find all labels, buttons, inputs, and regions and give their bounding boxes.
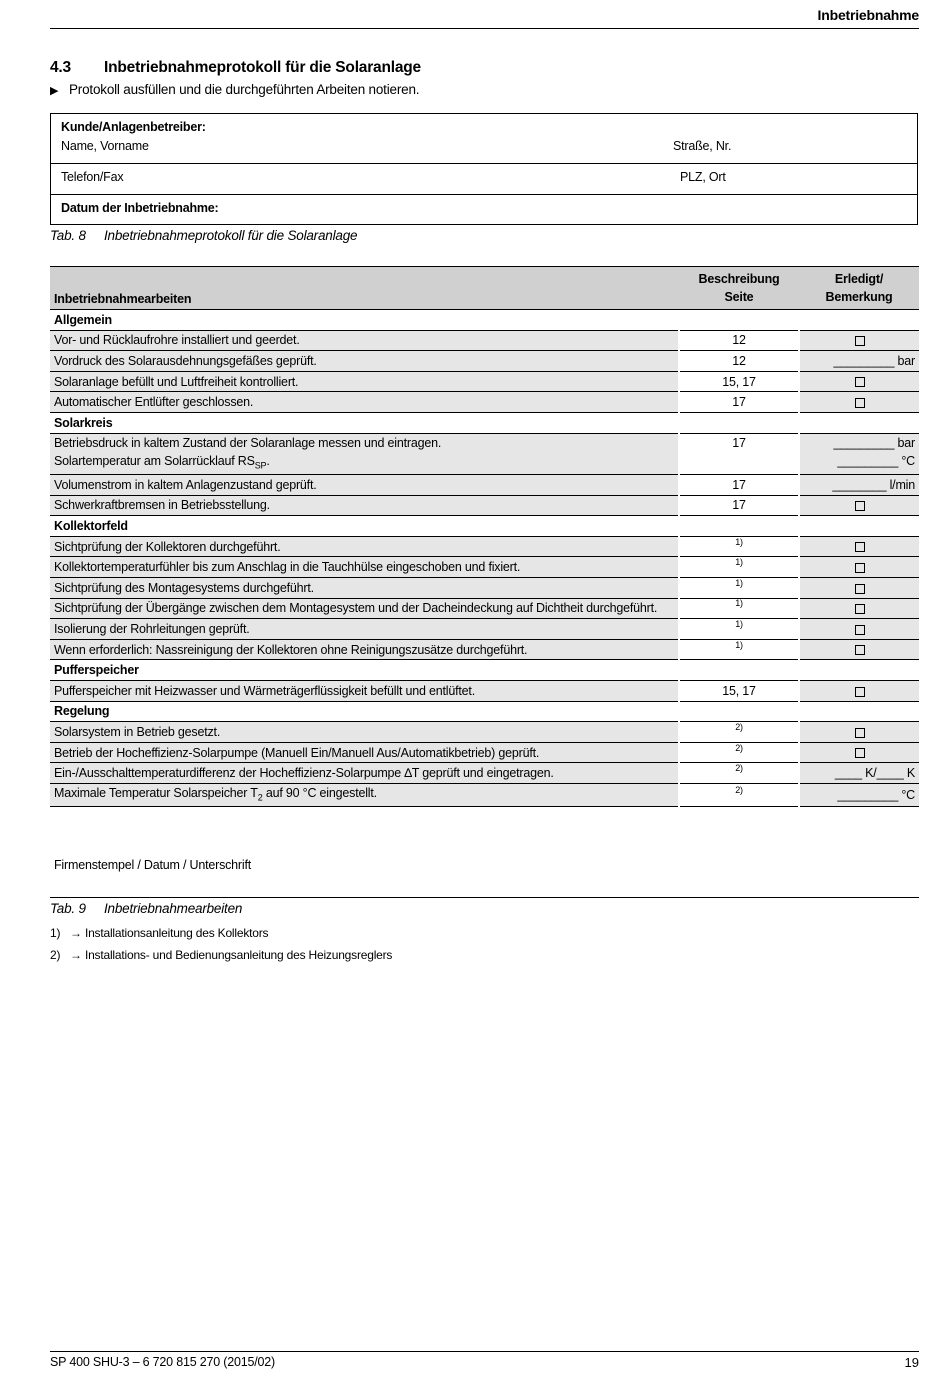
table-row: [50, 475, 919, 496]
checkbox-icon: [855, 645, 865, 655]
page-reference-value: 2): [735, 785, 743, 796]
customer-row-name: [51, 114, 917, 164]
running-header: Inbetriebnahme: [817, 7, 919, 23]
page-reference: [679, 763, 799, 784]
work-text: Sichtprüfung der Übergänge zwischen dem Montagesystem und der Dacheindeckung auf Dichtheit durchgeführt.: [54, 601, 658, 616]
table-row: [50, 681, 919, 702]
table-row: [50, 557, 919, 578]
work-text: Vordruck des Solarausdehnungsgefäßes geprüft.: [54, 353, 317, 368]
work-description: [50, 351, 679, 372]
page-reference-value: 1): [735, 536, 743, 547]
table-row: [50, 742, 919, 763]
work-description: [50, 371, 679, 392]
work-text: Solaranlage befüllt und Luftfreiheit kontrolliert.: [54, 374, 299, 389]
done-checkbox-cell: [799, 578, 919, 599]
checkbox-icon: [855, 501, 865, 511]
page-reference-value: 12: [732, 353, 746, 368]
table-row: [50, 598, 919, 619]
table-row: [50, 639, 919, 660]
subscript: 2: [257, 792, 263, 803]
work-description: [50, 722, 679, 743]
page-reference-value: 2): [735, 763, 743, 774]
page-reference-value: 17: [732, 498, 746, 513]
work-text: Wenn erforderlich: Nassreinigung der Kollektoren ohne Reinigungszusätze durchgeführt.: [54, 642, 528, 657]
work-description: [50, 392, 679, 413]
work-text-end: auf 90 °C eingestellt.: [262, 785, 377, 800]
work-description: [50, 598, 679, 619]
work-description: [50, 639, 679, 660]
page-reference: [679, 433, 799, 475]
page-reference: [679, 681, 799, 702]
category-row: [50, 412, 919, 433]
work-description: [50, 742, 679, 763]
work-text: Betrieb der Hocheffizienz-Solarpumpe (Manuell Ein/Manuell Aus/Automatikbetrieb) geprüft.: [54, 745, 540, 760]
table-row: [50, 330, 919, 351]
table-row: [50, 495, 919, 516]
checkbox-icon: [855, 542, 865, 552]
table-row: [50, 578, 919, 599]
page-reference: [679, 578, 799, 599]
footnote-mark: 2): [50, 948, 61, 962]
work-text: Pufferspeicher mit Heizwasser und Wärmeträgerflüssigkeit befüllt und entlüftet.: [54, 683, 475, 698]
table-row: [50, 371, 919, 392]
footnote: [50, 948, 392, 970]
page-reference: [679, 783, 799, 807]
page-reference-value: 17: [732, 477, 746, 492]
work-text: Schwerkraftbremsen in Betriebsstellung.: [54, 498, 270, 513]
name-label: Name, Vorname: [61, 139, 149, 153]
stamp-rule: [50, 897, 919, 898]
work-text: Solarsystem in Betrieb gesetzt.: [54, 724, 221, 739]
done-checkbox-cell: [799, 742, 919, 763]
header-rule: [50, 28, 919, 29]
remark-blank: _________ bar: [833, 353, 915, 368]
remark-cell: [799, 763, 919, 784]
checkbox-icon: [855, 563, 865, 573]
work-description: [50, 475, 679, 496]
page-reference: [679, 619, 799, 640]
page-reference: [679, 536, 799, 557]
remark-blank: _________ °C: [837, 788, 915, 803]
done-checkbox-cell: [799, 722, 919, 743]
work-text-line2: Solartemperatur am Solarrücklauf RS: [54, 453, 255, 468]
triangle-right-icon: ▶: [50, 85, 59, 97]
customer-row-date: [51, 195, 917, 225]
customer-box: [50, 113, 918, 225]
table-row: [50, 763, 919, 784]
work-text: Automatischer Entlüfter geschlossen.: [54, 395, 254, 410]
caption-number: Tab. 9: [50, 901, 86, 916]
work-text: Vor- und Rücklaufrohre installiert und geerdet.: [54, 333, 300, 348]
section-heading: [50, 59, 421, 77]
page-reference: [679, 639, 799, 660]
page-reference: [679, 475, 799, 496]
table-row: [50, 392, 919, 413]
checkbox-icon: [855, 728, 865, 738]
page-reference-value: 2): [735, 742, 743, 753]
checkbox-icon: [855, 584, 865, 594]
page-reference-value: 15, 17: [722, 683, 756, 698]
work-description: [50, 495, 679, 516]
remark-cell: [799, 783, 919, 807]
caption-text: Inbetriebnahmearbeiten: [104, 901, 243, 916]
footnote-text: Installationsanleitung des Kollektors: [84, 926, 269, 940]
category-label: Kollektorfeld: [50, 516, 919, 537]
page-reference: [679, 557, 799, 578]
remark-cell: [799, 351, 919, 372]
page-reference-value: 2): [735, 721, 743, 732]
footnote-mark: 1): [50, 926, 61, 940]
header-done-line2: Bemerkung: [825, 290, 893, 304]
work-description: [50, 330, 679, 351]
category-row: [50, 701, 919, 722]
work-text: Sichtprüfung des Montagesystems durchgeführt.: [54, 580, 314, 595]
header-done: [799, 267, 919, 310]
checkbox-icon: [855, 625, 865, 635]
work-text: Ein-/Ausschalttemperaturdifferenz der Hocheffizienz-Solarpumpe ∆T geprüft und eingetragen.: [54, 766, 554, 781]
arrow-right-icon: →: [70, 948, 82, 962]
page-number: 19: [904, 1355, 919, 1370]
work-text-end: .: [266, 453, 270, 468]
page-reference: [679, 351, 799, 372]
category-row: [50, 660, 919, 681]
work-text: Kollektortemperaturfühler bis zum Anschlag in die Tauchhülse eingeschoben und fixiert.: [54, 560, 521, 575]
category-label: Solarkreis: [50, 412, 919, 433]
footnote: [50, 926, 392, 948]
category-label: Regelung: [50, 701, 919, 722]
page-reference: [679, 330, 799, 351]
caption-number: Tab. 8: [50, 228, 86, 243]
caption-text: Inbetriebnahmeprotokoll für die Solaranlage: [104, 228, 358, 243]
arrow-right-icon: →: [70, 926, 82, 940]
page-reference-value: 1): [735, 557, 743, 568]
instruction: [50, 82, 419, 97]
subscript: SP: [254, 460, 267, 471]
footnote-text: Installations- und Bedienungsanleitung des Heizungsreglers: [84, 948, 393, 962]
instruction-text: Protokoll ausfüllen und die durchgeführten Arbeiten notieren.: [69, 82, 420, 97]
done-checkbox-cell: [799, 392, 919, 413]
page-reference-value: 1): [735, 639, 743, 650]
checkbox-icon: [855, 748, 865, 758]
page-reference: [679, 742, 799, 763]
remark-blank: _________ bar: [833, 435, 915, 450]
done-checkbox-cell: [799, 639, 919, 660]
done-checkbox-cell: [799, 536, 919, 557]
section-number: 4.3: [50, 59, 71, 76]
work-text: Sichtprüfung der Kollektoren durchgeführt.: [54, 539, 281, 554]
done-checkbox-cell: [799, 330, 919, 351]
remark-blank: ________ l/min: [832, 477, 915, 492]
table-9-caption: [50, 901, 242, 916]
checkbox-icon: [855, 687, 865, 697]
page-reference-value: 17: [732, 395, 746, 410]
work-text: Maximale Temperatur Solarspeicher T: [54, 785, 258, 800]
checkbox-icon: [855, 398, 865, 408]
work-description: [50, 783, 679, 807]
page-reference: [679, 495, 799, 516]
work-description: [50, 619, 679, 640]
done-checkbox-cell: [799, 681, 919, 702]
done-checkbox-cell: [799, 619, 919, 640]
category-row: [50, 516, 919, 537]
work-description: [50, 433, 679, 475]
page-reference-value: 1): [735, 577, 743, 588]
table-row: [50, 783, 919, 807]
done-checkbox-cell: [799, 495, 919, 516]
page-reference-value: 1): [735, 619, 743, 630]
page-reference: [679, 598, 799, 619]
work-description: [50, 557, 679, 578]
remark-cell: [799, 475, 919, 496]
work-text: Volumenstrom in kaltem Anlagenzustand geprüft.: [54, 477, 317, 492]
checkbox-icon: [855, 377, 865, 387]
table-row: [50, 351, 919, 372]
customer-heading: Kunde/Anlagenbetreiber:: [61, 120, 206, 134]
table-row: [50, 536, 919, 557]
page-reference-value: 17: [732, 435, 746, 450]
page-reference: [679, 371, 799, 392]
commissioning-table: [50, 266, 919, 807]
remark-blank: ____ K/____ K: [834, 766, 915, 781]
table-row: [50, 433, 919, 475]
page-reference: [679, 722, 799, 743]
category-label: Pufferspeicher: [50, 660, 919, 681]
table-8-caption: [50, 228, 357, 243]
table-row: [50, 619, 919, 640]
table-row: [50, 722, 919, 743]
work-text: Isolierung der Rohrleitungen geprüft.: [54, 622, 250, 637]
work-text: Betriebsdruck in kaltem Zustand der Solaranlage messen und eintragen.: [54, 435, 442, 450]
work-description: [50, 536, 679, 557]
page-reference-value: 1): [735, 598, 743, 609]
phone-label: Telefon/Fax: [61, 170, 124, 184]
section-title: Inbetriebnahmeprotokoll für die Solaranlage: [104, 59, 421, 76]
done-checkbox-cell: [799, 598, 919, 619]
checkbox-icon: [855, 604, 865, 614]
document-id: SP 400 SHU-3 – 6 720 815 270 (2015/02): [50, 1355, 275, 1369]
city-label: PLZ, Ort: [680, 170, 726, 184]
header-page: Beschreibung Seite: [679, 267, 799, 310]
work-description: [50, 578, 679, 599]
done-checkbox-cell: [799, 371, 919, 392]
customer-row-phone: [51, 164, 917, 195]
footer-rule: [50, 1351, 919, 1352]
remark-blank: _________ °C: [837, 453, 915, 468]
page-reference-value: 15, 17: [722, 374, 756, 389]
category-label: Allgemein: [50, 310, 919, 331]
category-row: [50, 310, 919, 331]
table-header-row: [50, 267, 919, 310]
done-checkbox-cell: [799, 557, 919, 578]
work-description: [50, 681, 679, 702]
date-label: Datum der Inbetriebnahme:: [61, 201, 219, 215]
header-work: Inbetriebnahmearbeiten: [50, 267, 679, 310]
stamp-label: Firmenstempel / Datum / Unterschrift: [54, 858, 252, 872]
page-reference-value: 12: [732, 333, 746, 348]
checkbox-icon: [855, 336, 865, 346]
header-done-line1: Erledigt/: [834, 272, 884, 286]
work-description: [50, 763, 679, 784]
street-label: Straße, Nr.: [673, 139, 732, 153]
footnotes: [50, 926, 392, 970]
page-reference: [679, 392, 799, 413]
remark-cell: [799, 433, 919, 475]
